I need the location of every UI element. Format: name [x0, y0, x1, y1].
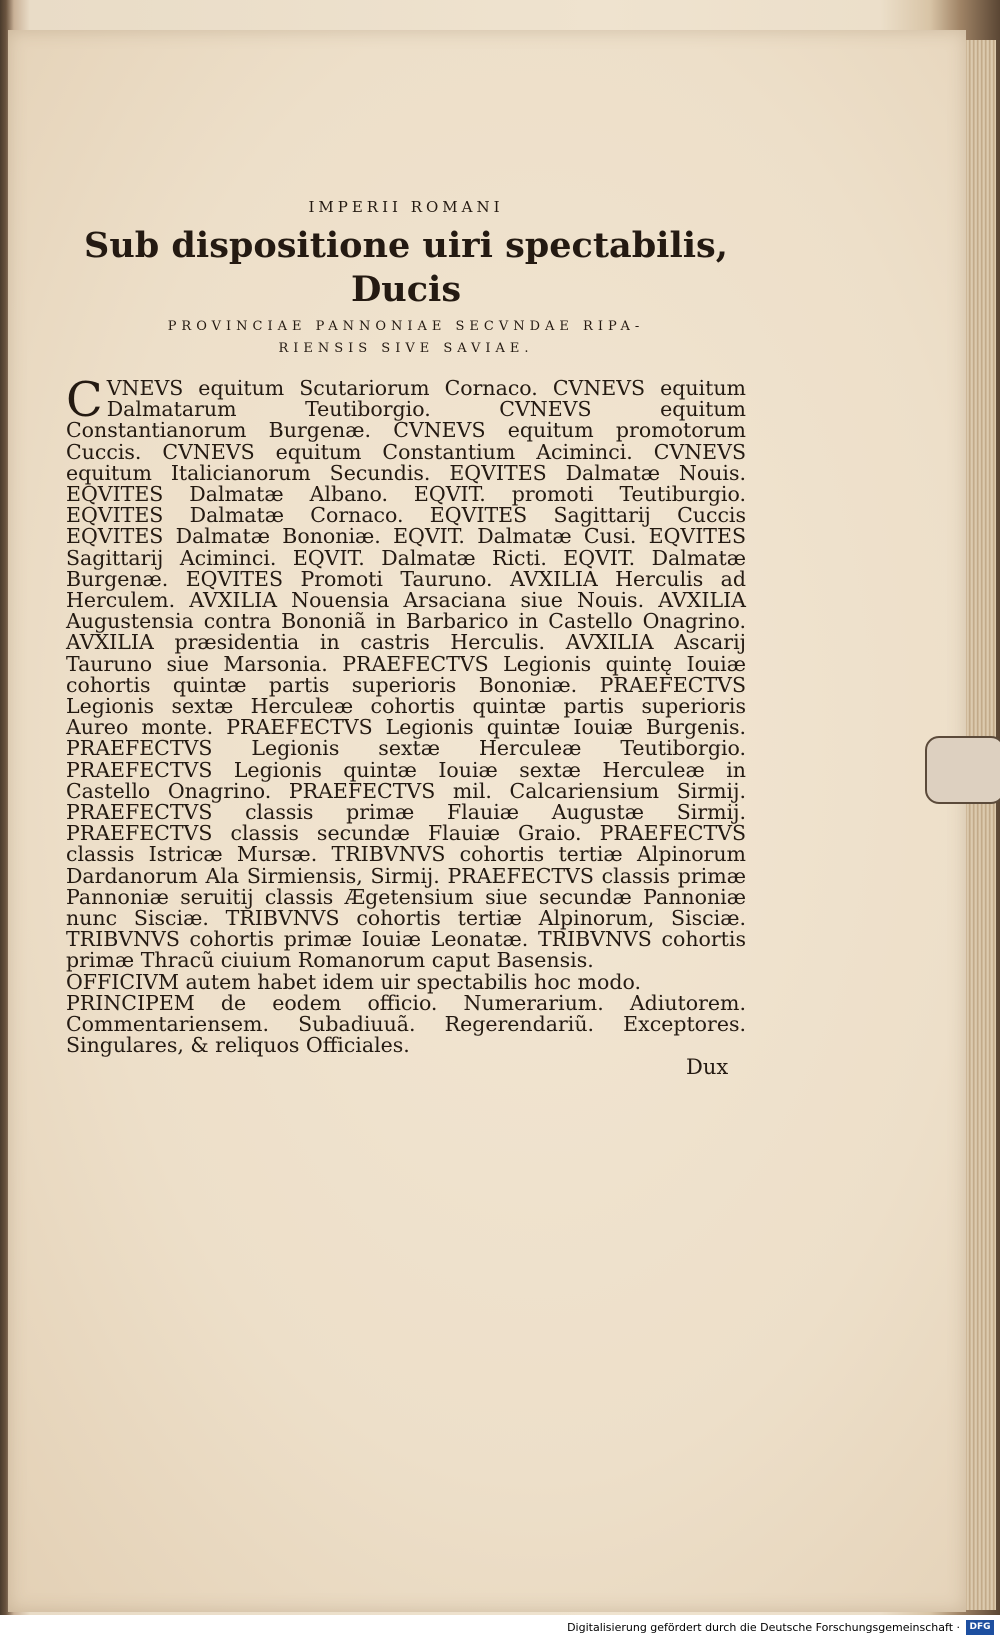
- catchword: Dux: [686, 1055, 729, 1079]
- body-text: VNEVS equitum Scutariorum Cornaco. CVNEVS equitum Dalmatarum Teutiborgio. CVNEVS equitum Constantianorum Burgenæ. CVNEVS equitum promotorum Cuccis. CVNEVS equitum Constantium Aciminci. CVNEVS equitum Italicianorum Secundis. EQVITES Dalmatæ Nouis. EQVITES Dalmatæ Albano. EQVIT. promoti Teutiburgio. EQVITES Dalmatæ Cornaco. EQVITES Sagittarij Cuccis EQVITES Dalmatæ Bononiæ. EQVIT. Dalmatæ Cusi. EQVITES Sagittarij Aciminci. EQVIT. Dalmatæ Ricti. EQVIT. Dalmatæ Burgenæ. EQVITES Promoti Tauruno. AVXILIA Herculis ad Herculem. AVXILIA Nouensia Arsaciana siue Nouis. AVXILIA Augustensia contra Bononiã in Barbarico in Castello Onagrino. AVXILIA præsidentia in castris Herculis. AVXILIA Ascarij Tauruno siue Marsonia. PRAEFECTVS Legionis quintę Iouiæ cohortis quintæ partis superioris Bononiæ. PRAEFECTVS Legionis sextæ Herculeæ cohortis quintæ partis superioris Aureo monte. PRAEFECTVS Legionis quintæ Iouiæ Burgenis. PRAEFECTVS Legionis sextæ Herculeæ Teutiborgio. PRAEFECTVS Legionis quintæ Iouiæ sextæ Herculeæ in Castello Onagrino. PRAEFECTVS mil. Calcariensium Sirmij. PRAEFECTVS classis primæ Flauiæ Augustæ Sirmij. PRAEFECTVS classis secundæ Flauiæ Graio. PRAEFECTVS classis Istricæ Mursæ. TRIBVNVS cohortis tertiæ Alpinorum Dardanorum Ala Sirmiensis, Sirmij. PRAEFECTVS classis primæ Pannoniæ seruitij classis Ægetensium siue secundæ Pannoniæ nunc Sisciæ. TRIBVNVS cohortis tertiæ Alpinorum, Sisciæ. TRIBVNVS cohortis primæ Iouiæ Leonatæ. TRIBVNVS cohortis primæ Thracũ ciuium Romanorum caput Basensis.: [66, 376, 746, 973]
- funding-notice: Digitalisierung gefördert durch die Deutsche Forschungsgemeinschaft ·: [567, 1621, 960, 1634]
- footer-bar: [0, 1615, 1000, 1642]
- page-text: [66, 198, 746, 1057]
- dfg-logo: DFG: [966, 1620, 994, 1635]
- officium-line: OFFICIVM autem habet idem uir spectabilis hoc modo.: [66, 969, 641, 994]
- drop-cap: C: [66, 372, 103, 428]
- subheading-line-2: RIENSIS SIVE SAVIAE.: [278, 341, 534, 356]
- page-edges: [966, 40, 996, 1610]
- principem-line: PRINCIPEM de eodem officio. Numerarium. Adiutorem. Commentariensem. Subadiuuã. Regerendariũ. Exceptores. Singulares, & reliquos Officiales.: [66, 990, 746, 1058]
- subheading-line-1: PROVINCIAE PANNONIAE SECVNDAE RIPA-: [167, 319, 645, 334]
- page-title: Sub dispositione uiri spectabilis, Ducis: [84, 225, 728, 310]
- body-paragraph: [66, 372, 746, 973]
- subheading: [66, 316, 746, 360]
- running-head: IMPERII ROMANI: [308, 198, 504, 216]
- book-clasp: [925, 736, 1000, 804]
